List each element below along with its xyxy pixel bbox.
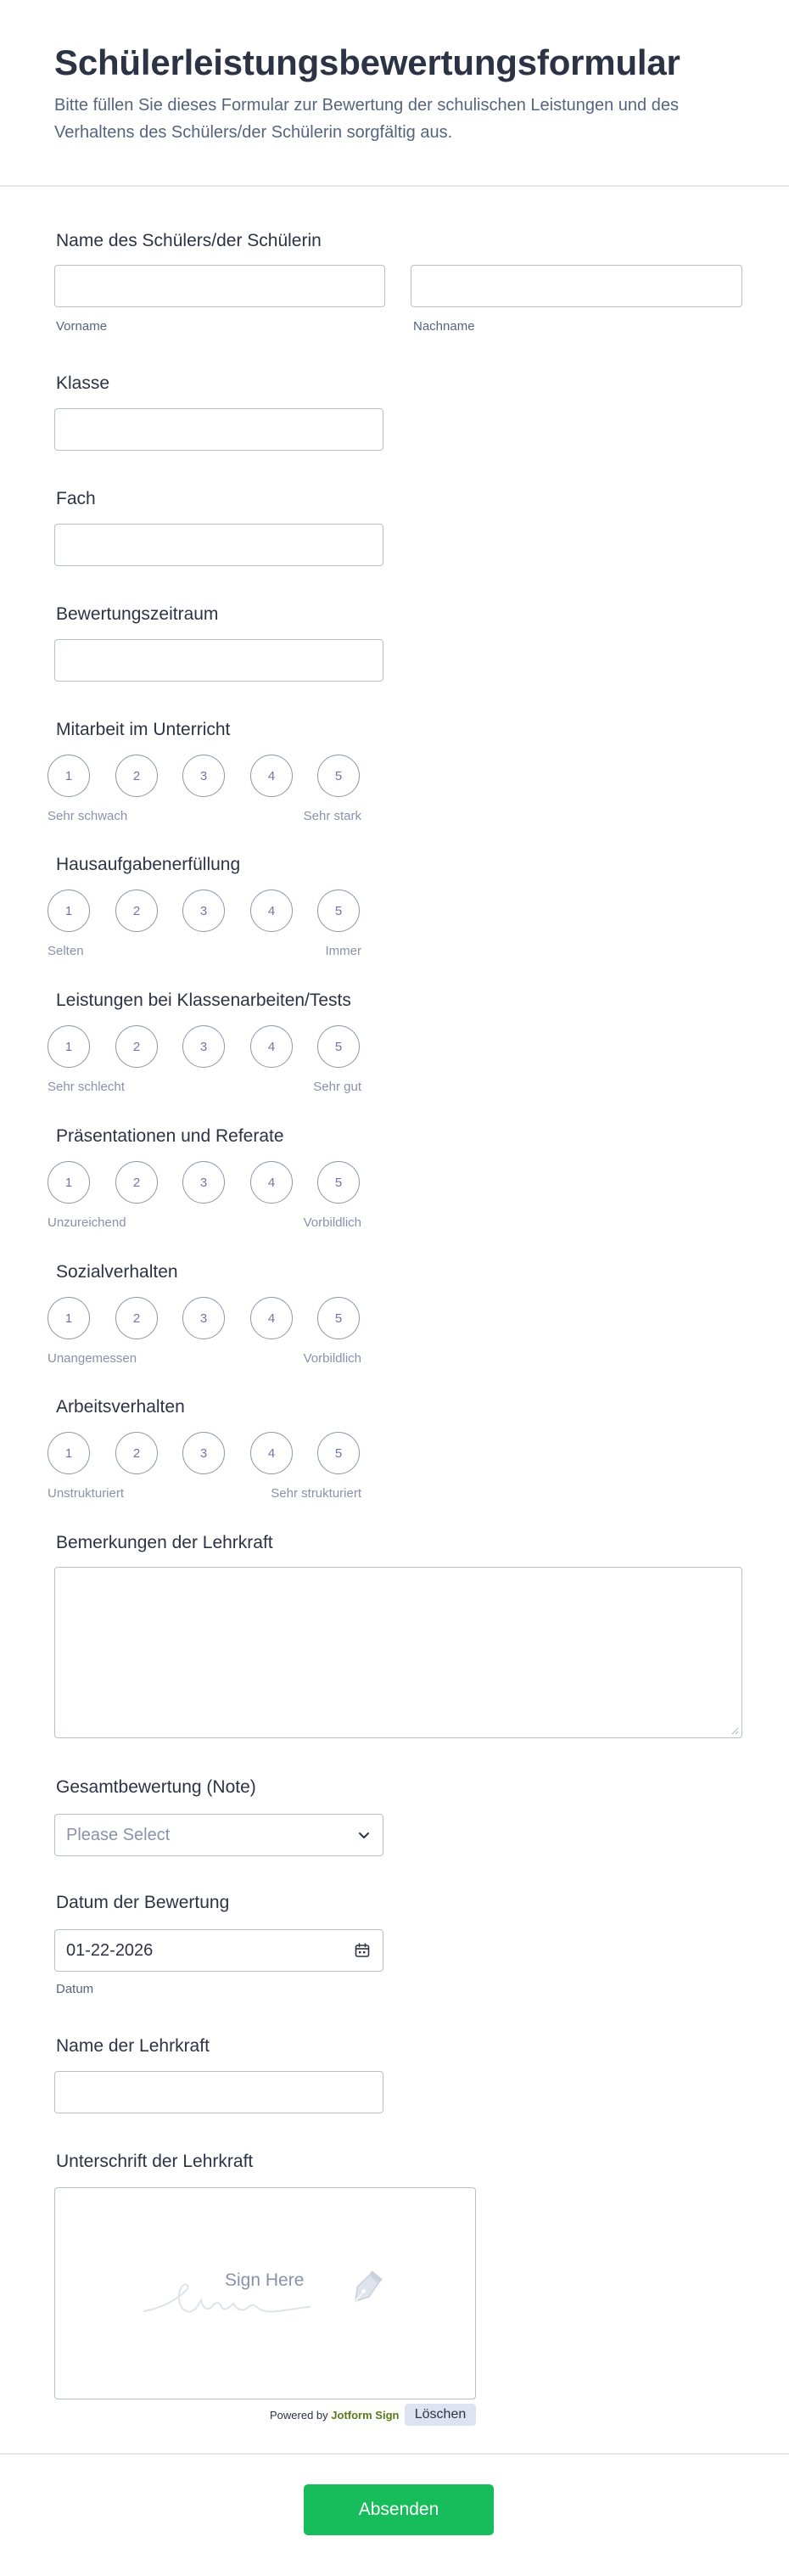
klasse-label: Klasse [56,373,110,393]
datum-value: 01-22-2026 [66,1940,154,1960]
rating-low-label: Unzureichend [48,1215,126,1230]
rating-label: Mitarbeit im Unterricht [56,720,231,739]
powered-prefix: Powered by [270,2409,328,2422]
form-description: Bitte füllen Sie dieses Formular zur Bewertung der schulischen Leistungen und des Verhaltens des Schülers/der Schülerin sorgfältig aus. [54,96,679,142]
rating-option-5[interactable]: 5 [317,1297,360,1339]
chevron-down-icon [357,1828,371,1842]
footer-divider [0,2453,789,2455]
rating-label: Arbeitsverhalten [56,1397,185,1417]
rating-option-4[interactable]: 4 [250,755,293,797]
lehrkraft-input[interactable] [54,2071,383,2113]
rating-high-label: Immer [325,944,361,958]
submit-button[interactable]: Absenden [304,2484,494,2535]
rating-option-2[interactable]: 2 [115,1432,158,1474]
rating-option-2[interactable]: 2 [115,755,158,797]
rating-option-4[interactable]: 4 [250,1025,293,1068]
rating-scale [48,755,361,822]
signature-label: Unterschrift der Lehrkraft [56,2152,254,2171]
rating-option-3[interactable]: 3 [182,1432,225,1474]
rating-label: Leistungen bei Klassenarbeiten/Tests [56,991,351,1010]
lehrkraft-label: Name der Lehrkraft [56,2036,210,2056]
rating-low-label: Sehr schlecht [48,1080,125,1094]
rating-option-2[interactable]: 2 [115,1161,158,1204]
rating-low-label: Sehr schwach [48,809,128,823]
rating-option-5[interactable]: 5 [317,1432,360,1474]
klasse-input[interactable] [54,408,383,451]
fach-label: Fach [56,489,96,508]
rating-high-label: Sehr gut [313,1080,361,1094]
student-name-label: Name des Schülers/der Schülerin [56,231,322,250]
rating-low-label: Unstrukturiert [48,1486,125,1501]
datum-input[interactable] [54,1929,383,1972]
rating-high-label: Sehr stark [303,809,361,823]
rating-option-4[interactable]: 4 [250,1432,293,1474]
calendar-icon[interactable] [354,1942,371,1959]
bemerkungen-label: Bemerkungen der Lehrkraft [56,1533,273,1552]
rating-option-4[interactable]: 4 [250,890,293,932]
rating-option-1[interactable]: 1 [48,890,90,932]
rating-scale [48,1432,361,1500]
rating-high-label: Vorbildlich [303,1351,361,1366]
datum-label: Datum der Bewertung [56,1893,230,1912]
rating-option-5[interactable]: 5 [317,1161,360,1204]
rating-scale [48,890,361,957]
rating-option-3[interactable]: 3 [182,890,225,932]
rating-option-1[interactable]: 1 [48,1161,90,1204]
rating-option-1[interactable]: 1 [48,1432,90,1474]
rating-option-2[interactable]: 2 [115,1025,158,1068]
rating-option-2[interactable]: 2 [115,890,158,932]
rating-option-4[interactable]: 4 [250,1297,293,1339]
form-title: Schülerleistungsbewertungsformular [54,42,680,82]
rating-option-5[interactable]: 5 [317,1025,360,1068]
rating-label: Präsentationen und Referate [56,1126,284,1146]
pen-nib-icon [344,2269,386,2311]
rating-option-3[interactable]: 3 [182,1161,225,1204]
rating-high-label: Vorbildlich [303,1215,361,1230]
first-name-sublabel: Vorname [56,319,108,334]
form-header [0,0,789,187]
signature-pad[interactable] [54,2187,476,2399]
rating-option-3[interactable]: 3 [182,1025,225,1068]
zeitraum-input[interactable] [54,639,383,682]
signature-placeholder: Sign Here [225,2270,305,2290]
zeitraum-label: Bewertungszeitraum [56,604,219,624]
fach-input[interactable] [54,524,383,566]
gesamt-label: Gesamtbewertung (Note) [56,1777,256,1797]
rating-scale [48,1161,361,1229]
gesamt-select[interactable] [54,1814,383,1856]
gesamt-select-placeholder: Please Select [66,1825,171,1844]
rating-scale [48,1297,361,1365]
resize-handle-icon[interactable] [730,1726,739,1735]
first-name-input[interactable] [54,265,385,307]
last-name-input[interactable] [411,265,742,307]
rating-label: Hausaufgabenerfüllung [56,855,241,874]
rating-option-3[interactable]: 3 [182,1297,225,1339]
rating-label: Sozialverhalten [56,1262,178,1282]
powered-by-text [270,2409,399,2422]
datum-sublabel: Datum [56,1982,94,1996]
rating-option-1[interactable]: 1 [48,1025,90,1068]
bemerkungen-textarea[interactable] [54,1567,742,1738]
last-name-sublabel: Nachname [413,319,475,334]
rating-option-4[interactable]: 4 [250,1161,293,1204]
rating-option-2[interactable]: 2 [115,1297,158,1339]
rating-low-label: Selten [48,944,84,958]
powered-brand: Jotform Sign [331,2409,400,2422]
rating-option-5[interactable]: 5 [317,755,360,797]
rating-low-label: Unangemessen [48,1351,137,1366]
rating-option-5[interactable]: 5 [317,890,360,932]
rating-high-label: Sehr strukturiert [271,1486,361,1501]
rating-scale [48,1025,361,1093]
rating-option-1[interactable]: 1 [48,755,90,797]
clear-signature-button[interactable]: Löschen [405,2404,476,2426]
rating-option-3[interactable]: 3 [182,755,225,797]
rating-option-1[interactable]: 1 [48,1297,90,1339]
